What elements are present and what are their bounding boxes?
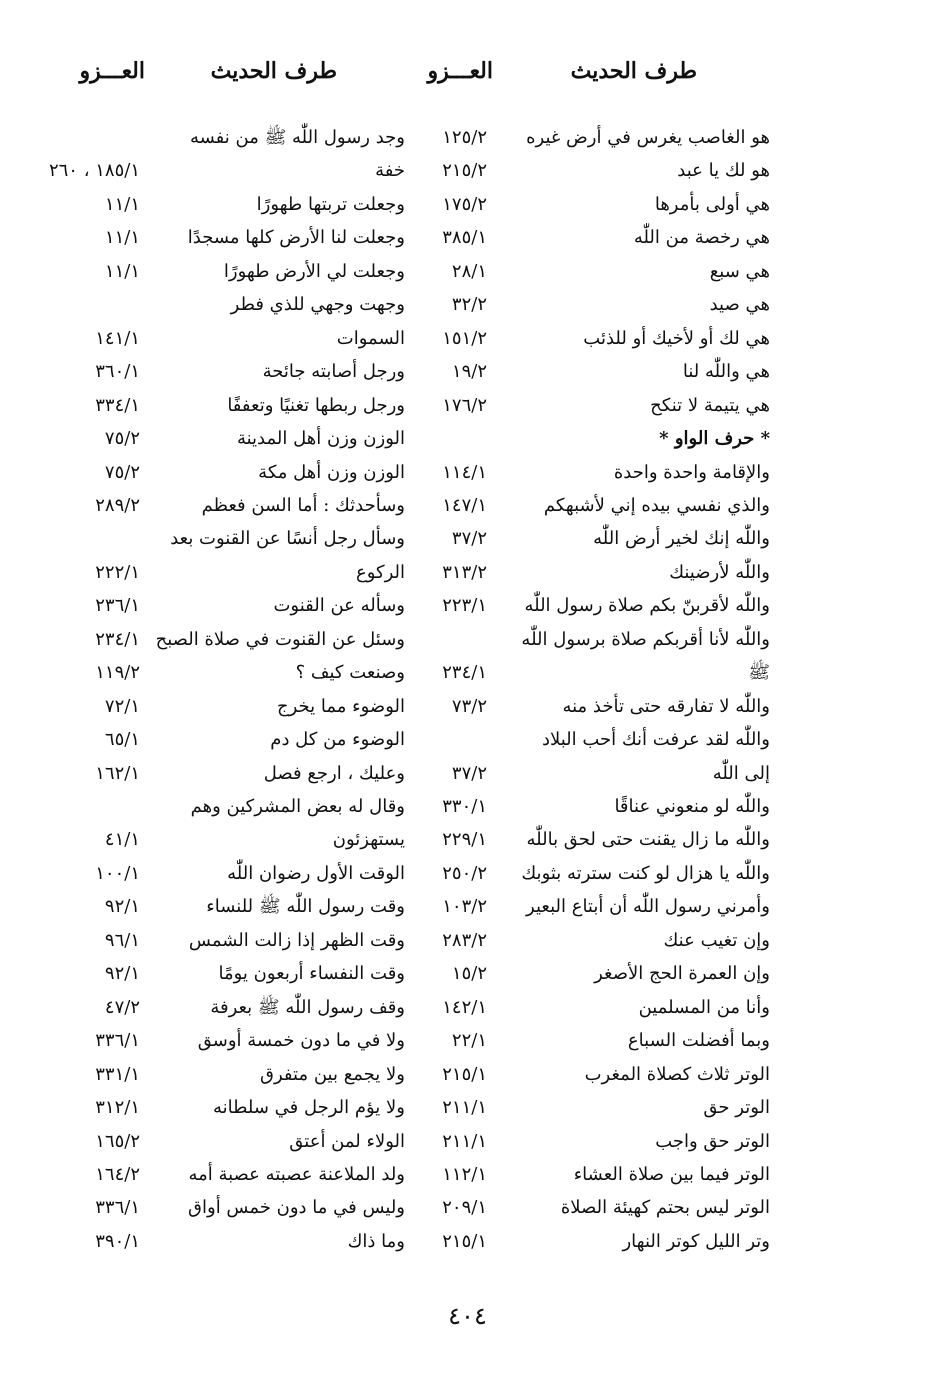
reference-left: ٢٣٦/١ <box>95 595 140 616</box>
table-row <box>0 724 935 758</box>
hadith-phrase-left: وجعلت تربتها طهورًا <box>256 194 405 215</box>
reference-left: ٢٢٢/١ <box>95 562 140 583</box>
reference-right: ٣٨٥/١ <box>442 227 487 248</box>
reference-left: ٣٣١/١ <box>95 1064 140 1085</box>
hadith-phrase-left: الولاء لمن أعتق <box>289 1131 405 1152</box>
table-row <box>0 1126 935 1160</box>
table-row <box>0 256 935 290</box>
table-row <box>0 1159 935 1193</box>
reference-left: ١٦٢/١ <box>95 763 140 784</box>
reference-right: ٢٨/١ <box>451 261 487 282</box>
reference-left: ١٨٥/١ ، ٢٦٠ <box>48 160 140 181</box>
table-row <box>0 1092 935 1126</box>
reference-right: ٢١٥/١ <box>442 1064 487 1085</box>
table-row <box>0 557 935 591</box>
reference-right: ٢٢٩/١ <box>442 829 487 850</box>
hadith-phrase-left: وسئل عن القنوت في صلاة الصبح <box>155 629 405 650</box>
reference-left: ١٠٠/١ <box>95 863 140 884</box>
reference-left: ٩٦/١ <box>104 930 140 951</box>
reference-right: ٢١٥/١ <box>442 1231 487 1252</box>
reference-left: ٣٣٤/١ <box>95 395 140 416</box>
hadith-phrase-right: واللّٰه إنك لخير أرض اللّٰه <box>593 528 770 549</box>
reference-right: ٢٢/١ <box>451 1030 487 1051</box>
reference-right: ٣٧/٢ <box>451 763 487 784</box>
reference-right: ١٥/٢ <box>451 963 487 984</box>
table-row <box>0 824 935 858</box>
hadith-phrase-right: وتر الليل كوتر النهار <box>622 1231 770 1252</box>
table-row <box>0 457 935 491</box>
hadith-phrase-right: واللّٰه يا هزال لو كنت سترته بثوبك <box>521 863 770 884</box>
hadith-phrase-left: الوزن وزن أهل المدينة <box>236 428 405 449</box>
hadith-phrase-left: ولا يؤم الرجل في سلطانه <box>212 1097 405 1118</box>
header-right-text: طرف الحديث <box>570 58 697 84</box>
hadith-phrase-left: وجعلت لي الأرض طهورًا <box>223 261 405 282</box>
table-row <box>0 657 935 691</box>
reference-right: ١٥١/٢ <box>442 328 487 349</box>
hadith-phrase-right: واللّٰه لا تفارقه حتى تأخذ منه <box>562 696 770 717</box>
hadith-phrase-right: والإقامة واحدة واحدة <box>613 462 770 483</box>
hadith-phrase-right: هي رخصة من اللّٰه <box>633 227 770 248</box>
hadith-phrase-right: واللّٰه لأنا أقربكم صلاة برسول اللّٰه <box>521 629 770 650</box>
table-row <box>0 155 935 189</box>
hadith-phrase-left: وقال له بعض المشركين وهم <box>190 796 405 817</box>
hadith-phrase-left: الركوع <box>355 562 405 583</box>
table-row <box>0 189 935 223</box>
table-row <box>0 1025 935 1059</box>
table-row <box>0 356 935 390</box>
hadith-phrase-left: الوضوء من كل دم <box>270 729 405 750</box>
table-row <box>0 222 935 256</box>
table-row <box>0 122 935 156</box>
table-row <box>0 758 935 792</box>
hadith-phrase-left: وجد رسول اللّٰه ﷺ من نفسه <box>189 127 405 148</box>
hadith-phrase-left: وقت الظهر إذا زالت الشمس <box>188 930 405 951</box>
hadith-phrase-right: الوتر ليس بحتم كهيئة الصلاة <box>560 1197 770 1218</box>
hadith-phrase-right: الوتر حق <box>703 1097 770 1118</box>
reference-right: ١٤٢/١ <box>442 997 487 1018</box>
hadith-phrase-right: إلى اللّٰه <box>712 763 770 784</box>
hadith-phrase-right: هي لك أو لأخيك أو للذئب <box>583 328 770 349</box>
reference-left: ٣٣٦/١ <box>95 1197 140 1218</box>
reference-left: ١١/١ <box>104 227 140 248</box>
reference-left: ٦٥/١ <box>104 729 140 750</box>
reference-right: ١١٢/١ <box>442 1164 487 1185</box>
hadith-phrase-left: السموات <box>336 328 405 349</box>
reference-left: ٣١٢/١ <box>95 1097 140 1118</box>
hadith-phrase-right: هي واللّٰه لنا <box>682 361 770 382</box>
table-row <box>0 323 935 357</box>
reference-right: ٣٧/٢ <box>451 528 487 549</box>
hadith-phrase-left: وليس في ما دون خمس أواق <box>188 1197 405 1218</box>
reference-left: ١١/١ <box>104 261 140 282</box>
reference-left: ٤١/١ <box>104 829 140 850</box>
table-row <box>0 992 935 1026</box>
reference-right: ١٢٥/٢ <box>442 127 487 148</box>
hadith-phrase-left: وسأحدثك : أما السن فعظم <box>201 495 405 516</box>
hadith-phrase-right: وإن تغيب عنك <box>663 930 770 951</box>
hadith-phrase-right: واللّٰه ما زال يقنت حتى لحق باللّٰه <box>526 829 770 850</box>
hadith-phrase-left: وصنعت كيف ؟ <box>295 662 405 683</box>
hadith-phrase-right: الوتر حق واجب <box>655 1131 770 1152</box>
hadith-phrase-left: الوضوء مما يخرج <box>277 696 405 717</box>
hadith-phrase-left: وجعلت لنا الأرض كلها مسجدًا <box>187 227 405 248</box>
reference-right: ١٧٦/٢ <box>442 395 487 416</box>
hadith-phrase-right: هي يتيمة لا تنكح <box>650 395 770 416</box>
hadith-phrase-left: وقت النفساء أربعون يومًا <box>218 963 405 984</box>
hadith-phrase-right: والذي نفسي بيده إني لأشبهكم <box>543 495 770 516</box>
hadith-phrase-left: ولا في ما دون خمسة أوسق <box>197 1030 405 1051</box>
reference-left: ٣٦٠/١ <box>95 361 140 382</box>
reference-left: ٤٧/٢ <box>104 997 140 1018</box>
table-row <box>0 691 935 725</box>
hadith-phrase-right: واللّٰه لأقربنّ بكم صلاة رسول اللّٰه <box>524 595 770 616</box>
reference-left: ١١/١ <box>104 194 140 215</box>
hadith-phrase-right: * حرف الواو * <box>659 428 770 449</box>
hadith-phrase-left: وما ذاك <box>347 1231 405 1252</box>
hadith-phrase-right: هو لك يا عبد <box>677 160 770 181</box>
table-row <box>0 1059 935 1093</box>
reference-left: ٧٥/٢ <box>104 462 140 483</box>
hadith-phrase-right: وإن العمرة الحج الأصغر <box>594 963 770 984</box>
reference-left: ١٦٤/٢ <box>95 1164 140 1185</box>
hadith-phrase-left: الوقت الأول رضوان اللّٰه <box>227 863 405 884</box>
reference-left: ٣٩٠/١ <box>95 1231 140 1252</box>
table-row <box>0 925 935 959</box>
reference-left: ١٦٥/٢ <box>95 1131 140 1152</box>
hadith-phrase-left: وقف رسول اللّٰه ﷺ بعرفة <box>210 997 405 1018</box>
table-row <box>0 791 935 825</box>
hadith-phrase-left: وعليك ، ارجع فصل <box>263 763 405 784</box>
reference-right: ٢٢٣/١ <box>442 595 487 616</box>
reference-left: ٢٣٤/١ <box>95 629 140 650</box>
hadith-phrase-right: وأمرني رسول اللّٰه أن أبتاع البعير <box>526 896 770 917</box>
reference-right: ٣٢/٢ <box>451 294 487 315</box>
hadith-phrase-right: واللّٰه لأرضينك <box>669 562 770 583</box>
table-row <box>0 490 935 524</box>
hadith-phrase-left: ولد الملاعنة عصبته عصبة أمه <box>188 1164 405 1185</box>
hadith-phrase-left: ولا يجمع بين متفرق <box>260 1064 405 1085</box>
reference-right: ٢١١/١ <box>442 1097 487 1118</box>
hadith-phrase-right: الوتر ثلاث كصلاة المغرب <box>584 1064 770 1085</box>
hadith-phrase-left: ورجل ربطها تغنيًا وتعففًا <box>227 395 405 416</box>
hadith-phrase-right: ﷺ <box>748 662 770 683</box>
hadith-phrase-left: وجهت وجهي للذي فطر <box>230 294 405 315</box>
header-right-ref: العـــزو <box>427 58 493 84</box>
reference-right: ١٠٣/٢ <box>442 896 487 917</box>
hadith-phrase-left: وسأله عن القنوت <box>273 595 405 616</box>
table-row <box>0 891 935 925</box>
table-row <box>0 523 935 557</box>
reference-left: ٩٢/١ <box>104 896 140 917</box>
reference-right: ١٩/٢ <box>451 361 487 382</box>
hadith-phrase-right: واللّٰه لقد عرفت أنك أحب البلاد <box>541 729 770 750</box>
hadith-phrase-left: وسأل رجل أنسًا عن القنوت بعد <box>170 528 405 549</box>
table-row <box>0 1226 935 1260</box>
hadith-phrase-right: هي صيد <box>709 294 770 315</box>
table-row <box>0 390 935 424</box>
page-number: ٤٠٤ <box>448 1302 487 1330</box>
reference-right: ١٤٧/١ <box>442 495 487 516</box>
header-left-ref: العـــزو <box>79 58 145 84</box>
hadith-phrase-left: خفة <box>375 160 405 181</box>
header-left-text: طرف الحديث <box>210 58 337 84</box>
reference-right: ٣٣٠/١ <box>442 796 487 817</box>
reference-right: ٢٥٠/٢ <box>442 863 487 884</box>
hadith-phrase-right: هو الغاصب يغرس في أرض غيره <box>526 127 770 148</box>
hadith-phrase-right: هي أولى بأمرها <box>654 194 770 215</box>
table-row <box>0 624 935 658</box>
hadith-phrase-right: وأنا من المسلمين <box>638 997 770 1018</box>
table-row <box>0 958 935 992</box>
reference-left: ١١٩/٢ <box>95 662 140 683</box>
reference-right: ٣١٣/٢ <box>442 562 487 583</box>
reference-right: ١٧٥/٢ <box>442 194 487 215</box>
reference-left: ٢٨٩/٢ <box>95 495 140 516</box>
reference-left: ٧٢/١ <box>104 696 140 717</box>
table-row <box>0 1192 935 1226</box>
table-row <box>0 289 935 323</box>
hadith-phrase-right: هي سبع <box>709 261 770 282</box>
reference-right: ٢٣٤/١ <box>442 662 487 683</box>
table-row <box>0 858 935 892</box>
reference-right: ٢٨٣/٢ <box>442 930 487 951</box>
hadith-phrase-left: الوزن وزن أهل مكة <box>258 462 405 483</box>
table-row <box>0 423 935 457</box>
hadith-phrase-left: ورجل أصابته جائحة <box>262 361 405 382</box>
reference-right: ٢١١/١ <box>442 1131 487 1152</box>
hadith-phrase-left: وقت رسول اللّٰه ﷺ للنساء <box>206 896 405 917</box>
reference-right: ٢١٥/٢ <box>442 160 487 181</box>
reference-right: ٧٣/٢ <box>451 696 487 717</box>
hadith-phrase-right: وبما أفضلت السباع <box>627 1030 770 1051</box>
table-row <box>0 590 935 624</box>
reference-left: ٣٣٦/١ <box>95 1030 140 1051</box>
hadith-phrase-right: واللّٰه لو منعوني عناقًا <box>614 796 770 817</box>
reference-left: ٩٢/١ <box>104 963 140 984</box>
hadith-phrase-left: يستهزئون <box>332 829 405 850</box>
reference-left: ١٤١/١ <box>95 328 140 349</box>
reference-right: ١١٤/١ <box>442 462 487 483</box>
reference-right: ٢٠٩/١ <box>442 1197 487 1218</box>
hadith-phrase-right: الوتر فيما بين صلاة العشاء <box>573 1164 770 1185</box>
reference-left: ٧٥/٢ <box>104 428 140 449</box>
